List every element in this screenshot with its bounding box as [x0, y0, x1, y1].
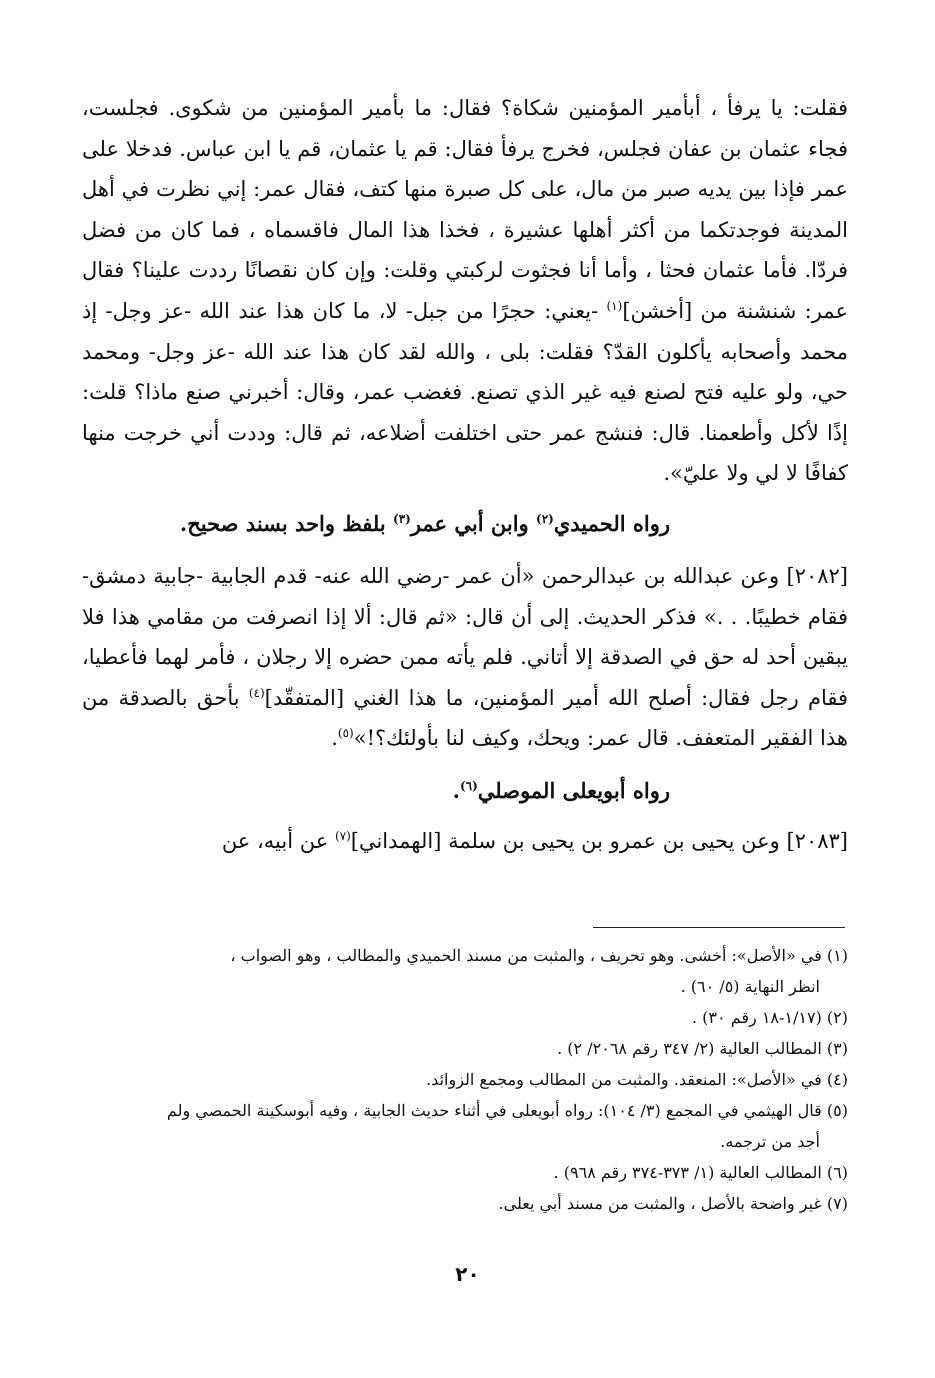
footnote-7 [82, 1188, 848, 1219]
footnote-line: (٧) غير واضحة بالأصل ، والمثبت من مسند أبي يعلى. [498, 1194, 848, 1213]
source-text: رواه الحميدي [553, 510, 670, 536]
hadith-text: عن أبيه، عن [221, 828, 335, 853]
hadith-text: بأحق بالصدقة من هذا الفقير المتعفف. قال عمر: ويحك، وكيف لنا بأولئك؟!» [82, 685, 848, 751]
footnote-separator [593, 927, 845, 928]
paragraph-continuation [82, 88, 848, 494]
hadith-text: [٢٠٨٢] وعن عبدالله بن عبدالرحمن «أن عمر -رضي الله عنه- قدم الجابية -جابية دمشق- فقام خطيبًا. . .» فذكر الحديث. إلى أن قال: «ثم قال: ألا إذا انصرفت من مقامي هذا فلا يبقين أحد له حق في الصدقة إلا أتاني. فلم يأته ممن حضره إلا رجلان ، فأمر لهما فأعطيا، فقام رجل فقال: أصلح الله أمير المؤمنين، ما هذا الغني [المتفقّد] [82, 563, 849, 710]
hadith-text: [٢٠٨٣] وعن يحيى بن عمرو بن يحيى بن سلمة [الهمداني] [350, 828, 848, 853]
footnote-line: (٤) في «الأصل»: المنعقد. والمثبت من المطالب ومجمع الزوائد. [426, 1070, 848, 1089]
hadith-text: . [331, 726, 338, 751]
footnote-line-cont: انظر النهاية (٥/ ٦٠) . [680, 977, 820, 996]
footnote-3 [82, 1033, 848, 1064]
paragraph-text: فقلت: يا يرفأ ، أبأمير المؤمنين شكاة؟ فقال: ما بأمير المؤمنين من شكوى. فجلست، فجاء عثمان بن عفان فجلس، فخرج يرفأ فقال: قم يا عثمان، قم يا ابن عباس. فدخلا على عمر فإذا بين يديه صبر من مال، على كل صبرة منها كتف، فقال عمر: إني نظرت في أهل المدينة فوجدتكما من أكثر أهلها عشيرة ، فخذا هذا المال فاقسماه ، فما كان من فضل فردّا. فأما عثمان فحثا ، وأما أنا فجثوت لركبتي وقلت: وإن كان نقصانًا رددت علينا؟ فقال عمر: شنشنة من [أخشن] [82, 96, 848, 323]
hadith-2083 [82, 821, 848, 862]
footnote-5 [82, 1095, 848, 1157]
footnote-ref-1[interactable]: (١) [606, 298, 623, 313]
footnote-ref-4[interactable]: (٤) [248, 685, 265, 700]
footnote-line: (١) في «الأصل»: أخشى. وهو تحريف ، والمثبت من مسند الحميدي والمطالب ، وهو الصواب ، [230, 946, 848, 965]
paragraph-text-continued: -يعني: حجرًا من جبل- لا، ما كان هذا عند الله -عز وجل- إذ محمد وأصحابه يأكلون القدّ؟ فقلت: بلى ، والله لقد كان هذا عند الله -عز وجل- ومحمد حي، ولو عليه فتح لصنع فيه غير الذي تصنع. فغضب عمر، وقال: أخبرني صنع ماذا؟ قلت: إذًا لأكل وأطعمنا. قال: فنشج عمر حتى اختلفت أضلاعه، ثم قال: وددت أني خرجت منها كفافًا لا لي ولا عليّ». [82, 298, 848, 486]
source-text: رواه أبويعلى الموصلي [477, 777, 670, 803]
page-number: ٢٠ [455, 1262, 480, 1286]
source-text: بلفظ واحد بسند صحيح. [179, 510, 393, 536]
footnote-ref-2[interactable]: (٢) [536, 511, 554, 526]
source-citation-1 [82, 504, 848, 544]
footnote-line-cont: أجد من ترجمه. [720, 1132, 820, 1151]
footnotes [82, 940, 848, 1219]
footnote-2 [82, 1002, 848, 1033]
source-text: وابن أبي عمر [410, 510, 537, 536]
page-body [82, 88, 848, 862]
footnote-6 [82, 1157, 848, 1188]
footnote-ref-5[interactable]: (٥) [337, 726, 354, 741]
footnote-line: (٥) قال الهيثمي في المجمع (٣/ ١٠٤): رواه أبويعلى في أثناء حديث الجابية ، وفيه أبوسكينة الحمصي ولم [166, 1101, 848, 1120]
footnote-line: (٢) (١/١٧-١٨ رقم ٣٠) . [692, 1008, 848, 1027]
source-citation-2 [82, 771, 848, 811]
footnote-ref-3[interactable]: (٣) [393, 511, 411, 526]
footnote-1 [82, 940, 848, 1002]
footnote-line: (٦) المطالب العالية (١/ ٣٧٣-٣٧٤ رقم ٩٦٨) . [553, 1163, 848, 1182]
footnote-ref-7[interactable]: (٧) [334, 828, 351, 843]
footnote-4 [82, 1064, 848, 1095]
source-text: . [452, 777, 460, 803]
hadith-2082 [82, 556, 848, 759]
footnote-ref-6[interactable]: (٦) [459, 778, 478, 793]
footnote-line: (٣) المطالب العالية (٢/ ٣٤٧ رقم ٢٠٦٨/ ٢) . [557, 1039, 848, 1058]
